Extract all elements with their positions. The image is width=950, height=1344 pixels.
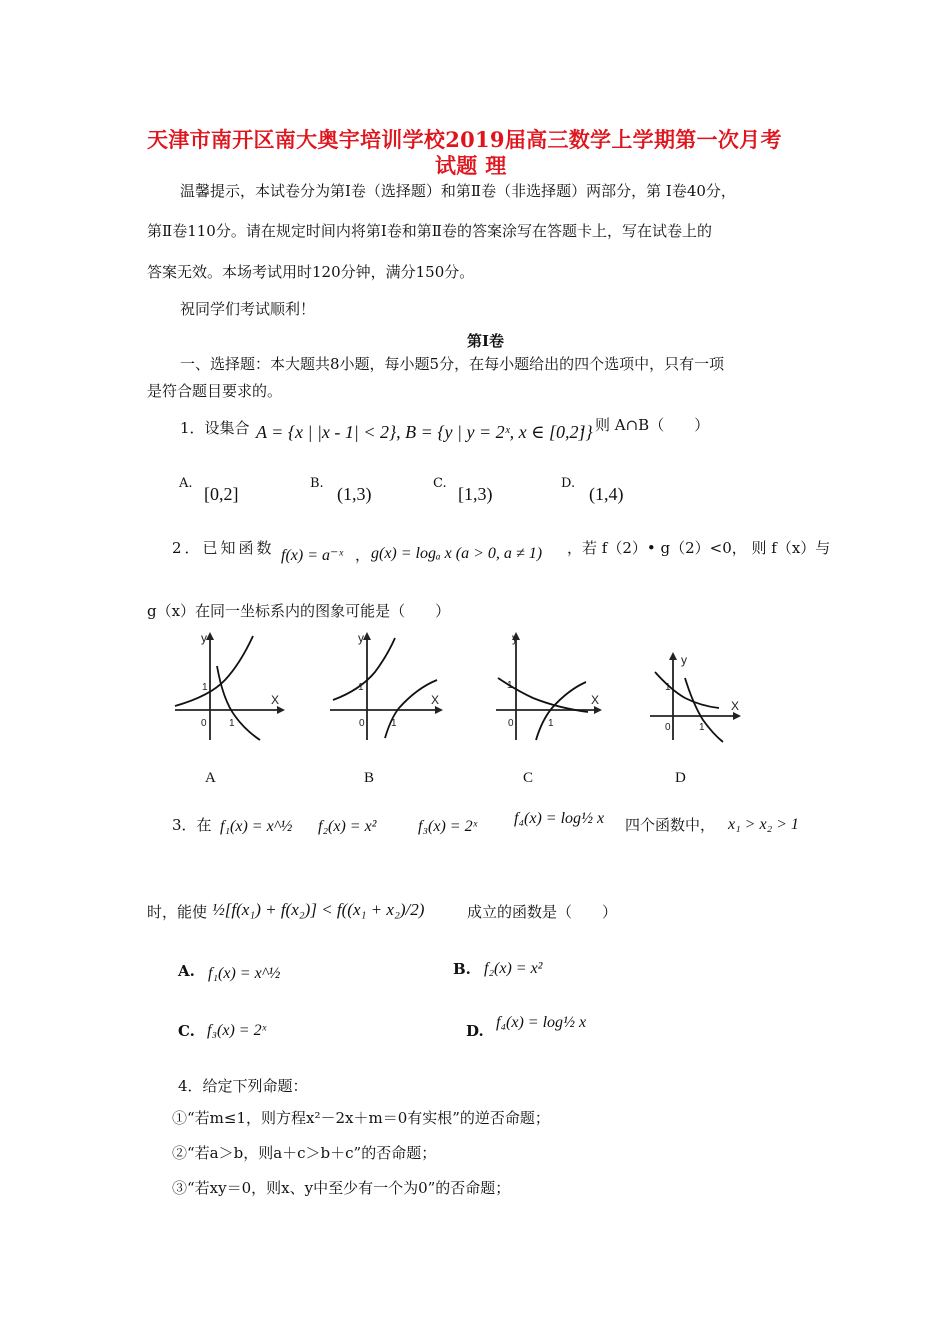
q2-graph-d-tick-x1: 1 [699, 722, 705, 733]
q4-item-1: ①“若m≤1，则方程x²－2x＋m＝0有实根”的逆否命题； [172, 1109, 550, 1127]
q3-mid: 四个函数中， [625, 816, 716, 834]
q2-graph-b-tick-1: 1 [358, 682, 364, 693]
q2-graph-a-tick-x1: 1 [229, 718, 235, 729]
q4-stem: 4．给定下列命题： [178, 1077, 308, 1095]
q2-graph-d-origin: 0 [665, 722, 671, 733]
q2-graph-b [325, 628, 465, 748]
q2-graph-c-tick-1: 1 [507, 680, 513, 691]
q2-line2: g（x）在同一坐标系内的图象可能是（ ） [147, 602, 451, 620]
q3-option-a-label: A. [178, 962, 195, 980]
q1-option-c-label: C. [433, 476, 447, 491]
q2-graph-a [165, 628, 305, 748]
section1-instruction1: 一、选择题：本大题共8小题，每小题5分，在每小题给出的四个选项中，只有一项 [180, 355, 725, 373]
q2-graph-d [645, 628, 785, 748]
q1-set-expr: A = {x | |x - 1| < 2}, B = {y | y = 2ˣ, x ∈ [0,2]} [256, 422, 593, 442]
q2-graph-label-d: D [675, 770, 686, 786]
q2-g-expr: g(x) = logₐ x (a > 0, a ≠ 1) [371, 545, 543, 562]
q4-item-3: ③“若xy＝0，则x、y中至少有一个为0”的否命题； [172, 1179, 511, 1197]
q2-graph-d-x-label: X [731, 699, 740, 713]
intro-line2: 第Ⅱ卷110分。请在规定时间内将第Ⅰ卷和第Ⅱ卷的答案涂写在答题卡上，写在试卷上的 [147, 222, 712, 240]
q2-sep: ， [355, 546, 371, 564]
q2-graph-label-c: C [523, 770, 534, 786]
q3-f1: f₁(x) = x^½ [220, 818, 293, 835]
q3-cond: x₁ > x₂ > 1 [728, 816, 799, 833]
q3-f3: f₃(x) = 2ˣ [418, 818, 478, 835]
doc-title-line1: 天津市南开区南大奥宇培训学校2019届高三数学上学期第一次月考 [147, 127, 782, 152]
q2-graph-b-x-label: X [431, 693, 440, 707]
intro-line1: 温馨提示，本试卷分为第Ⅰ卷（选择题）和第Ⅱ卷（非选择题）两部分，第 Ⅰ卷40分， [180, 182, 736, 200]
q2-graph-c-x-label: X [591, 693, 600, 707]
q2-graph-c-origin: 0 [508, 718, 514, 729]
q2-graph-a-x-label: X [271, 693, 280, 707]
q3-option-d-label: D. [466, 1022, 484, 1040]
doc-title-line2: 试题 理 [435, 153, 507, 178]
q3-prefix: 3．在 [172, 816, 212, 834]
q2-graph-c [488, 628, 628, 748]
q1-option-a-label: A. [179, 476, 193, 491]
q2-suffix: ，若 f（2）• g（2）<0， 则 f（x）与 [567, 539, 831, 557]
q3-f2: f₂(x) = x² [318, 818, 377, 835]
q3-option-b-label: B. [453, 960, 471, 978]
section1-heading: 第Ⅰ卷 [467, 332, 505, 350]
q2-graph-c-y-label: y [512, 631, 518, 645]
q2-f-expr: f(x) = a⁻ˣ [281, 547, 343, 564]
q1-prefix: 1．设集合 [180, 419, 250, 437]
q3-option-b-value: f₂(x) = x² [484, 960, 543, 977]
q3-option-a-value: f₁(x) = x^½ [208, 965, 281, 982]
intro-wish: 祝同学们考试顺利！ [180, 300, 316, 318]
q2-graph-b-tick-x1: 1 [391, 718, 397, 729]
q1-option-d-label: D. [561, 476, 576, 491]
q3-option-d-value: f₄(x) = log½ x [496, 1014, 587, 1031]
q1-option-c-value: [1,3) [458, 484, 493, 504]
q3-f4: f₄(x) = log½ x [514, 810, 605, 827]
q1-option-b-value: (1,3) [337, 484, 372, 504]
q1-option-a-value: [0,2] [204, 484, 239, 504]
q3-line2-suffix: 成立的函数是（ ） [467, 903, 618, 921]
q2-graph-a-tick-1: 1 [202, 682, 208, 693]
q3-ineq: ½[f(x₁) + f(x₂)] < f((x₁ + x₂)/2) [212, 900, 425, 919]
q2-graph-b-y-label: y [358, 631, 364, 645]
q1-option-b-label: B. [310, 476, 324, 491]
q2-graph-a-origin: 0 [201, 718, 207, 729]
q3-option-c-value: f₃(x) = 2ˣ [207, 1022, 267, 1039]
q2-graph-label-a: A [205, 770, 216, 786]
q2-graph-d-y-label: y [681, 653, 687, 667]
intro-line3: 答案无效。本场考试用时120分钟，满分150分。 [147, 263, 475, 281]
q2-graph-a-y-label: y [201, 631, 207, 645]
q2-graph-d-tick-1: 1 [665, 682, 671, 693]
q3-option-c-label: C. [178, 1022, 195, 1040]
q2-graph-b-origin: 0 [359, 718, 365, 729]
q1-option-d-value: (1,4) [589, 484, 624, 504]
q3-line2-prefix: 时，能使 [147, 903, 208, 921]
q1-suffix: ，则 A∩B（ ） [580, 416, 710, 434]
q4-item-2: ②“若a＞b，则a＋c＞b＋c”的否命题； [172, 1144, 437, 1162]
q2-graph-label-b: B [364, 770, 375, 786]
q2-graph-c-tick-x1: 1 [548, 718, 554, 729]
section1-instruction2: 是符合题目要求的。 [147, 382, 283, 400]
q2-prefix: 2．已知函数 [172, 539, 275, 557]
